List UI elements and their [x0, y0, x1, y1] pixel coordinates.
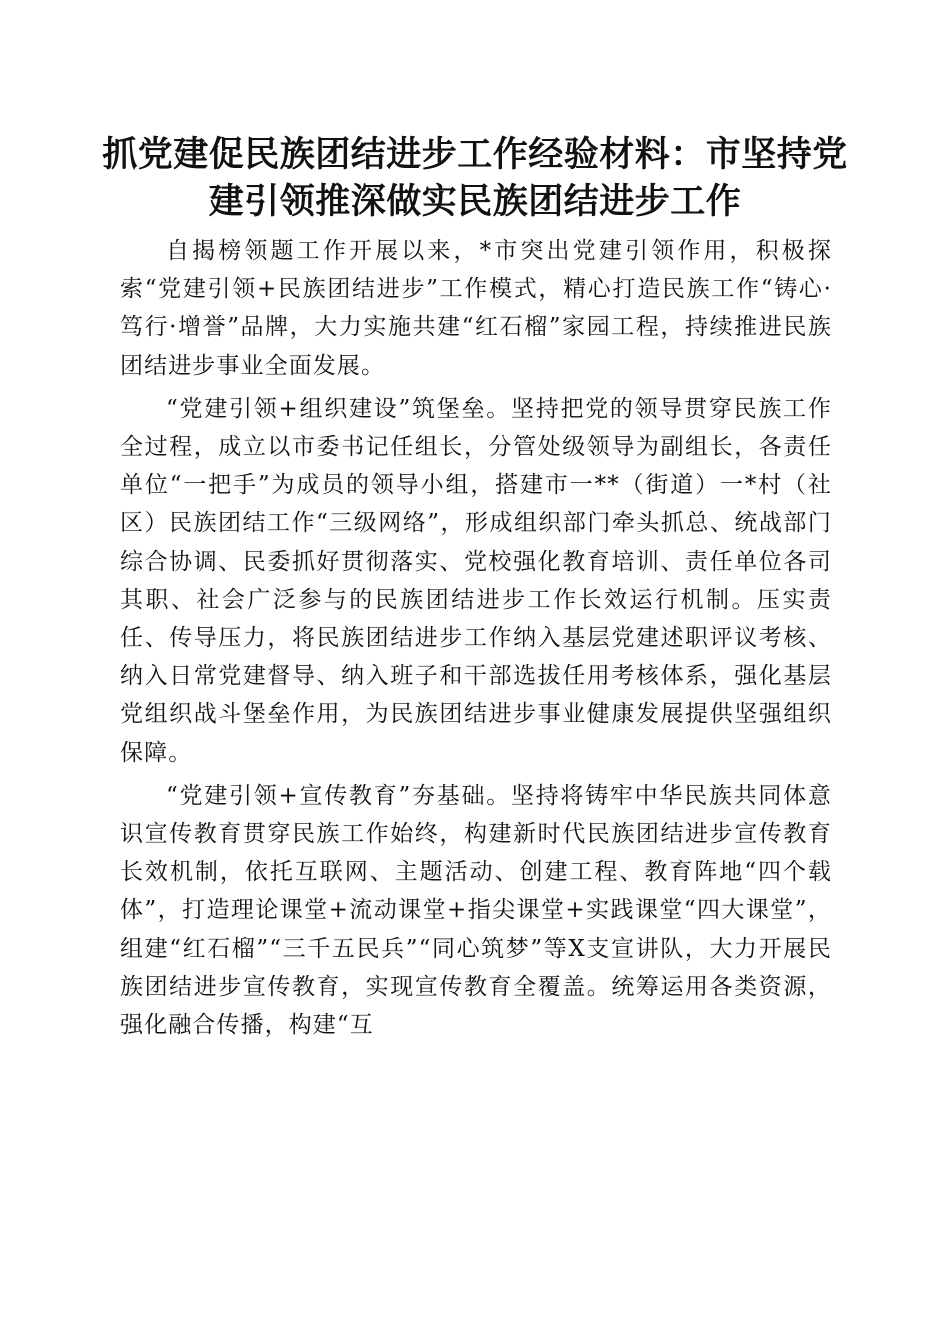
paragraph-education: “党建引领+宣传教育”夯基础。坚持将铸牢中华民族共同体意识宣传教育贯穿民族工作始终，构建新时代民族团结进步宣传教育长效机制，依托互联网、主题活动、创建工程、教育阵地“四个载体”，打造理论课堂+流动课堂+指尖课堂+实践课堂“四大课堂”，组建“红石榴”“三千五民兵”“同心筑梦”等X支宣讲队，大力开展民族团结进步宣传教育，实现宣传教育全覆盖。统筹运用各类资源，强化融合传播，构建“互 [120, 782, 832, 1039]
document-body [120, 232, 832, 1049]
document-title: 抓党建促民族团结进步工作经验材料：市坚持党建引领推深做实民族团结进步工作 [102, 135, 848, 222]
paragraph-organization: “党建引领+组织建设”筑堡垒。坚持把党的领导贯穿民族工作全过程，成立以市委书记任组长，分管处级领导为副组长，各责任单位“一把手”为成员的领导小组，搭建市一**（街道）一*村（社区）民族团结工作“三级网络”，形成组织部门牵头抓总、统战部门综合协调、民委抓好贯彻落实、党校强化教育培训、责任单位各司其职、社会广泛参与的民族团结进步工作长效运行机制。压实责任、传导压力，将民族团结进步工作纳入基层党建述职评议考核、纳入日常党建督导、纳入班子和干部选拔任用考核体系，强化基层党组织战斗堡垒作用，为民族团结进步事业健康发展提供坚强组织保障。 [120, 395, 832, 766]
paragraph-intro: 自揭榜领题工作开展以来，*市突出党建引领作用，积极探索“党建引领+民族团结进步”工作模式，精心打造民族工作“铸心·笃行·增誉”品牌，大力实施共建“红石榴”家园工程，持续推进民族团结进步事业全面发展。 [120, 238, 832, 379]
